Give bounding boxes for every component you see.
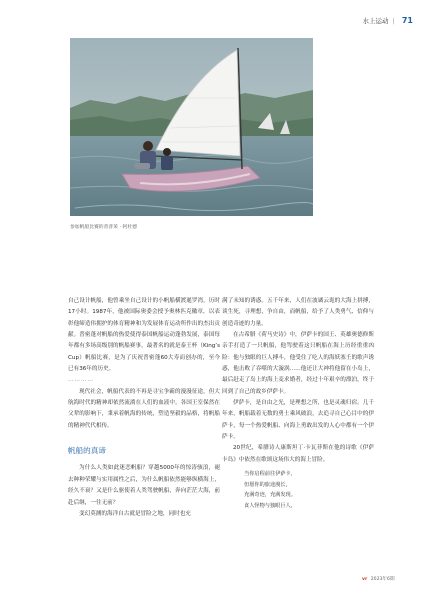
page-footer: [362, 576, 395, 582]
page-header: [363, 16, 414, 25]
paragraph: 为什么人类如此迷恋帆船？穿越5000年的惊涛骇浪，褪去种种荣耀与实用属性之后，为什么帆船依然能够纵横海上，经久不衰？又是什么驱使着人类驾驶帆船，奔向茫茫大海，前赴后继，一往无前？: [68, 465, 220, 506]
sailing-photo: [70, 38, 313, 216]
paragraph: 20世纪，希腊诗人康斯坦丁·卡瓦菲斯在他的诗歌《伊萨卡岛》中依然在歌颂这场伟大的海上冒险。: [222, 445, 374, 463]
poem-excerpt: [222, 469, 374, 511]
left-column: [68, 296, 220, 520]
poem-line: 当你启程前往伊萨卡，: [244, 471, 296, 478]
poem-line: 充满奇迹，充满发现。: [244, 492, 296, 499]
magazine-logo: vr: [362, 577, 368, 582]
section-title: 水上运动: [362, 17, 389, 25]
issue-label: 2023年6期: [370, 577, 395, 582]
paragraph: 伊萨卡，是自由之光，是理想之所，也是灵魂归宿。几千年来，帆船载着无数的勇士乘风破浪，去追寻自己心目中的伊萨卡，每一个热爱帆船、向海上勇敢出发的人心中都有一个伊萨卡。: [222, 400, 374, 441]
right-column: [222, 296, 374, 511]
page-number: 71: [401, 16, 413, 25]
header-separator: |: [392, 17, 395, 25]
paragraph: 满了未知的诱惑。五千年来，人们在波谲云诡的大海上拼搏，谈生死，寻理想，争自由，而帆船，给予了人类勇气、信仰与创造奇迹的力量。: [222, 298, 374, 327]
poem-line: 食人怪物与独眼巨人，: [244, 502, 296, 509]
paragraph: 现代社会，帆船代表的不再是寻宝争霸的漫漫征途，但大航海时代的精神却依然流淌在人们的血液中。各国王室保然在父辈的影响下，秉承着帆海的传统，塑造坚毅的品格，将帆船的精神代代相传。: [68, 388, 220, 429]
poem-line: 但愿你的旅途漫长，: [244, 481, 291, 488]
section-heading: 帆船的真谛: [68, 446, 106, 456]
paragraph: 在古希腊《荷马史诗》中，伊萨卡的国王、英雄奥德修斯亲手打造了一只帆船，他驾驶着这只帆船在海上历经重重凶险：他与独眼的巨人搏斗，他受住了吃人的海妖塞壬的歌声诱惑，他击败了吞噬的大漩涡……他还让大神将他留在小岛上，最后赶走了岛上的海上麦求婚者，经过十年艰辛的漂泊，终于回到了自己的故乡伊萨卡。: [222, 332, 374, 395]
paragraph: 自己设计帆船，他曾乘坐自己设计的小帆船横渡暹罗湾，历时17小时。1987年，他被国际奥委会授予奥林匹克徽章，以表彰他缔造伟拥护的体育精神和为发展体育运动所作出的杰出贡献。普密蓬对帆船的热爱使得泰国帆船运动蓬勃发展，泰国每年都有多场高级别的帆船赛事，最著名的就是泰王杯（King’s Cup）帆船比赛，是为了庆祝普密蓬60大寿而创办的，至今已有36年的历史。: [68, 298, 220, 373]
photo-caption: 参加帆船比赛的普普莱 · 阿杜德: [70, 225, 137, 230]
section-divider: …………: [68, 377, 94, 384]
paragraph: 变幻莫测的海洋自古就是冒险之地，同时也充: [79, 510, 191, 517]
